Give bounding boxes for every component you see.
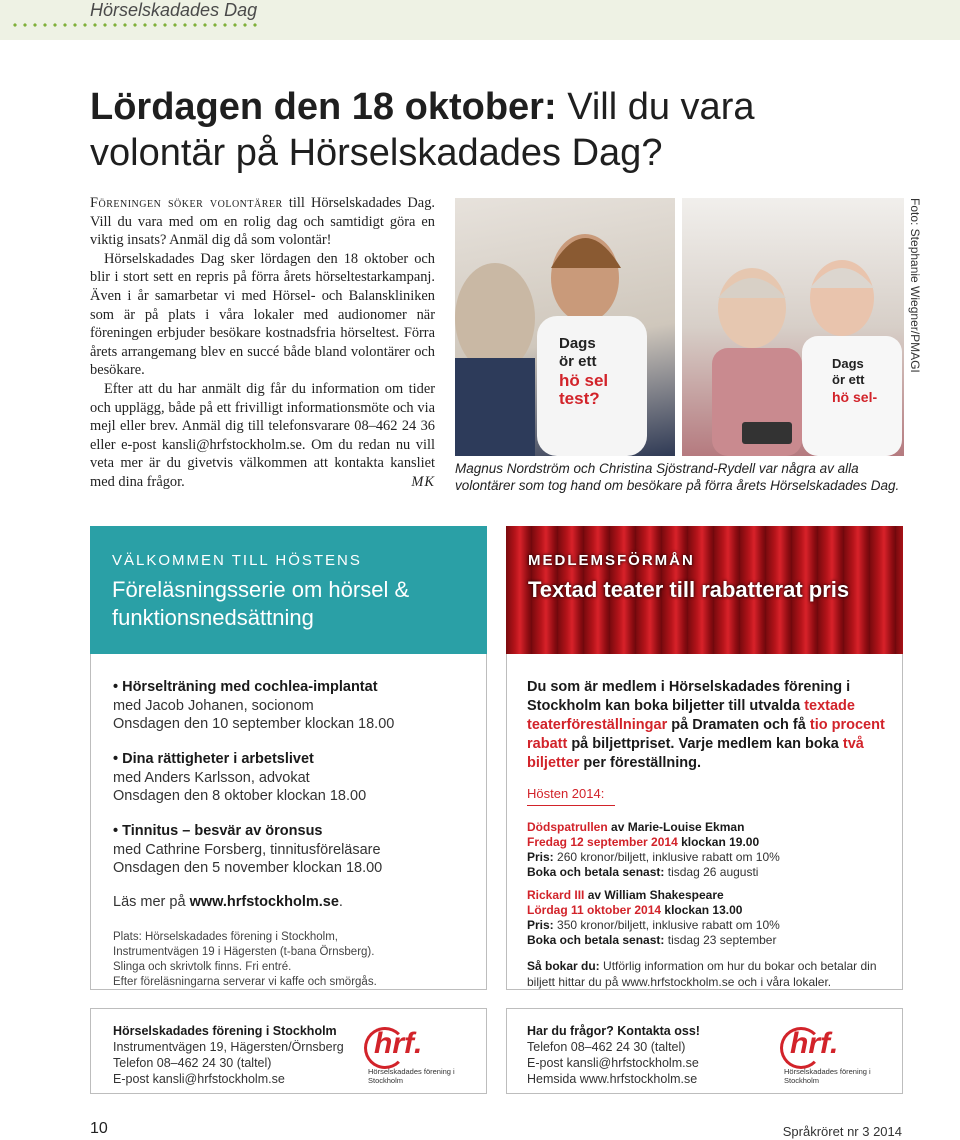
- show-deadline-line: [527, 865, 892, 880]
- venue-line: Efter föreläsningarna serverar vi kaffe och smörgås.: [113, 976, 377, 988]
- logo-word: hrf.: [790, 1027, 839, 1060]
- headline-light: Vill du vara volontär på Hörselskadades Dag?: [90, 86, 755, 174]
- contact-line: Hemsida www.hrfstockholm.se: [527, 1072, 698, 1086]
- volunteer-photo-right: [682, 198, 904, 456]
- headline: [90, 84, 850, 176]
- svg-text:Dags: Dags: [832, 356, 864, 371]
- magazine-issue: Språkröret nr 3 2014: [782, 1124, 902, 1139]
- hrf-logo: [780, 1023, 880, 1083]
- show-title-line: [527, 820, 892, 835]
- show-date: Lördag 11 oktober 2014: [527, 903, 662, 917]
- offer-highlight: tio procent rabatt: [527, 717, 885, 752]
- show-date: Fredag 12 september 2014: [527, 835, 678, 849]
- show-price-line: [527, 918, 892, 933]
- lecture-title: Föreläsningsserie om hörsel & funktionsnedsättning: [112, 577, 410, 630]
- contact-box-left: [90, 1008, 487, 1094]
- contact-lines: [113, 1023, 373, 1087]
- photo-right-illustration: [682, 198, 904, 456]
- volunteer-photo-left: [455, 198, 675, 456]
- lecture-series-body: [90, 654, 487, 990]
- photo-credit-text: Foto: Stephanie Wiegner/PMAGI: [908, 198, 922, 373]
- show-date-line: [527, 903, 892, 918]
- price-label: Pris:: [527, 850, 554, 864]
- offer-title: Textad teater till rabatterat pris: [528, 577, 850, 602]
- show-title-line: [527, 888, 892, 903]
- contact-lines: [527, 1023, 787, 1087]
- read-more-prefix: Läs mer på: [113, 894, 186, 910]
- contact-heading: Har du frågor? Kontakta oss!: [527, 1024, 700, 1038]
- contact-line: Instrumentvägen 19, Hägersten/Örnsberg: [113, 1040, 344, 1054]
- show-author: av William Shakespeare: [587, 888, 724, 902]
- venue-line: Instrumentvägen 19 i Hägersten (t-bana Örnsberg).: [113, 946, 375, 958]
- show-price-line: [527, 850, 892, 865]
- contact-line: Telefon 08–462 24 30 (taltel): [113, 1056, 272, 1070]
- lecture-item: [113, 750, 483, 806]
- org-name: Hörselskadades förening i Stockholm: [113, 1024, 337, 1038]
- read-more-suffix: .: [338, 894, 343, 910]
- logo-subtitle: Hörselskadades förening i Stockholm: [784, 1067, 871, 1085]
- logo-subtitle: Hörselskadades förening i Stockholm: [368, 1067, 455, 1085]
- offer-intro-text: på biljettpriset. Varje medlem kan boka: [571, 736, 839, 752]
- booking-label: Så bokar du:: [527, 959, 600, 973]
- show-author: av Marie-Louise Ekman: [611, 820, 745, 834]
- offer-intro-text: på Dramaten och få: [671, 717, 806, 733]
- show-deadline-line: [527, 933, 892, 948]
- offer-highlight: två biljetter: [527, 736, 864, 771]
- svg-text:hö sel: hö sel: [559, 371, 609, 390]
- contact-line: Telefon 08–462 24 30 (taltel): [527, 1040, 686, 1054]
- show-price: 350 kronor/biljett, inklusive rabatt om 10%: [557, 918, 780, 932]
- read-more: [113, 894, 343, 910]
- show-deadline: tisdag 26 augusti: [667, 865, 759, 879]
- article-paragraph-2: Hörselskadades Dag sker lördagen den 18 oktober och blir i stort sett en repris på förra årets hörseltestarkampanj. Även i år samarbetar vi med Hörsel- och Balanskliniken som är på plats i våra lokaler med audionomer när föreningen erbjuder besökare kostnadsfria hörseltest. Förra årets arrangemang blev en succé både bland volontärer och besökare.: [90, 250, 435, 379]
- booking-text: Utförlig information om hur du bokar och betalar din biljett hittar du på www.hrfstockholm.se och i våra lokaler.: [527, 959, 877, 989]
- show-deadline: tisdag 23 september: [667, 933, 777, 947]
- svg-text:hö sel-: hö sel-: [832, 389, 878, 405]
- contact-box-right: [506, 1008, 903, 1094]
- price-label: Pris:: [527, 918, 554, 932]
- svg-text:Dags: Dags: [559, 335, 596, 352]
- deadline-label: Boka och betala senast:: [527, 865, 665, 879]
- logo-word: hrf.: [374, 1027, 423, 1060]
- lecture-item: [113, 678, 483, 734]
- photo-left-illustration: [455, 198, 675, 456]
- article-paragraph-1: [90, 194, 435, 250]
- website-link[interactable]: www.hrfstockholm.se: [189, 894, 339, 910]
- dotted-rule: [10, 22, 260, 28]
- contact-line: E-post kansli@hrfstockholm.se: [527, 1056, 699, 1070]
- deadline-label: Boka och betala senast:: [527, 933, 665, 947]
- theatre-offer-header: [506, 526, 903, 654]
- offer-intro: [527, 678, 892, 773]
- show-title: Dödspatrullen: [527, 820, 608, 834]
- lecture-item-speaker: med Anders Karlsson, advokat: [113, 769, 310, 786]
- venue-info: [113, 930, 483, 990]
- offer-intro-text: per föreställning.: [583, 755, 702, 771]
- section-title: Hörselskadades Dag: [90, 0, 258, 20]
- show-time: klockan 19.00: [681, 835, 760, 849]
- lecture-item-date: Onsdagen den 8 oktober klockan 18.00: [113, 788, 367, 804]
- lecture-item-title: • Dina rättigheter i arbetslivet: [113, 751, 314, 767]
- lecture-item-speaker: med Jacob Johanen, socionom: [113, 697, 314, 714]
- season-label: Hösten 2014:: [527, 786, 615, 806]
- svg-text:ör ett: ör ett: [559, 353, 597, 370]
- lecture-item-title: • Hörselträning med cochlea-implantat: [113, 679, 378, 695]
- signature: MK: [411, 473, 435, 490]
- svg-text:ör ett: ör ett: [832, 372, 865, 387]
- show-title: Rickard III: [527, 888, 585, 902]
- article-p3-text: Efter att du har anmält dig får du information om tider och upplägg, både på ett frivilligt informationsmöte och via mejl eller brev. Anmäl dig till telefonsvarare 08–462 24 36 eller e-post kansli@hrfstockholm.se. Om du redan nu vill veta mer är du givetvis välkommen att kontakta kansliet med dina frågor.: [90, 380, 435, 490]
- lecture-series-header: [90, 526, 487, 654]
- show-item: [527, 820, 892, 880]
- article-body: [90, 194, 435, 492]
- headline-bold: Lördagen den 18 oktober:: [90, 86, 557, 128]
- venue-line: Plats: Hörselskadades förening i Stockholm,: [113, 931, 338, 943]
- offer-highlight: textade teaterföreställningar: [527, 698, 855, 733]
- lecture-item-date: Onsdagen den 10 september klockan 18.00: [113, 716, 395, 732]
- booking-info: [527, 958, 892, 990]
- venue-line: Slinga och skrivtolk finns. Fri entré.: [113, 961, 292, 973]
- article-paragraph-3: [90, 380, 435, 492]
- offer-kicker: MEDLEMSFÖRMÅN: [528, 552, 695, 569]
- lecture-item-speaker: med Cathrine Forsberg, tinnitusföreläsare: [113, 841, 381, 858]
- contact-line: E-post kansli@hrfstockholm.se: [113, 1072, 285, 1086]
- svg-text:test?: test?: [559, 389, 600, 408]
- lecture-item-date: Onsdagen den 5 november klockan 18.00: [113, 860, 383, 876]
- lecture-kicker: VÄLKOMMEN TILL HÖSTENS: [112, 552, 362, 569]
- lecture-item: [113, 822, 483, 878]
- show-time: klockan 13.00: [664, 903, 743, 917]
- lecture-item-title: • Tinnitus – besvär av öronsus: [113, 823, 323, 839]
- page-number: 10: [90, 1120, 108, 1137]
- offer-intro-text: Du som är medlem i Hörselskadades förening i Stockholm kan boka biljetter till utvalda: [527, 679, 851, 714]
- hrf-logo: [364, 1023, 464, 1083]
- show-date-line: [527, 835, 892, 850]
- theatre-offer-body: [506, 654, 903, 990]
- section-header: [0, 0, 960, 40]
- show-item: [527, 888, 892, 948]
- lead-caps: Föreningen söker volontärer: [90, 195, 283, 211]
- show-price: 260 kronor/biljett, inklusive rabatt om 10%: [557, 850, 780, 864]
- article-p1-text: till Hörselskadades Dag. Vill du vara med om en rolig dag och samtidigt göra en viktig insats? Anmäl dig då som volontär!: [90, 195, 435, 249]
- photo-caption: Magnus Nordström och Christina Sjöstrand-Rydell var några av alla volontärer som tog hand om besökare på förra årets Hörselskadades Dag.: [455, 461, 900, 493]
- photo-credit: [908, 198, 928, 458]
